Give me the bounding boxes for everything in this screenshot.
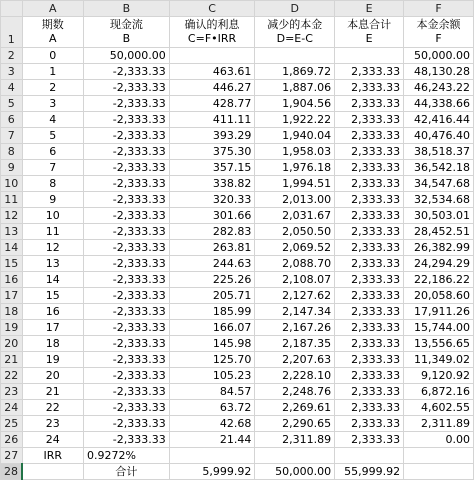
total-payment-cell[interactable]: 2,333.33 (335, 128, 404, 144)
cashflow-cell[interactable]: 合计 (84, 464, 170, 480)
total-payment-cell[interactable]: 2,333.33 (335, 144, 404, 160)
period-cell[interactable]: 17 (22, 320, 84, 336)
table-row (1, 272, 474, 288)
select-all-corner[interactable] (1, 1, 23, 17)
period-cell[interactable] (22, 464, 84, 480)
period-cell[interactable]: 4 (22, 112, 84, 128)
principal-reduction-cell[interactable]: 1,994.51 (255, 176, 335, 192)
principal-balance-cell[interactable]: 15,744.00 (404, 320, 474, 336)
cashflow-cell[interactable]: -2,333.33 (84, 352, 170, 368)
period-cell[interactable]: 24 (22, 432, 84, 448)
period-cell[interactable]: 0 (22, 48, 84, 64)
row-header[interactable]: 6 (1, 112, 23, 128)
column-header-row (1, 1, 474, 17)
column-header-d[interactable]: D (255, 1, 335, 17)
principal-reduction-cell[interactable]: 2,031.67 (255, 208, 335, 224)
cashflow-cell[interactable]: -2,333.33 (84, 176, 170, 192)
principal-balance-cell[interactable]: 13,556.65 (404, 336, 474, 352)
total-payment-cell[interactable]: 2,333.33 (335, 288, 404, 304)
total-payment-cell[interactable]: 2,333.33 (335, 320, 404, 336)
cashflow-cell[interactable]: -2,333.33 (84, 368, 170, 384)
total-payment-cell[interactable]: 2,333.33 (335, 368, 404, 384)
row-header[interactable]: 8 (1, 144, 23, 160)
period-cell[interactable]: 8 (22, 176, 84, 192)
total-payment-cell[interactable]: 2,333.33 (335, 416, 404, 432)
interest-cell[interactable]: 244.63 (169, 256, 255, 272)
cashflow-cell[interactable]: -2,333.33 (84, 432, 170, 448)
interest-cell[interactable]: 428.77 (169, 96, 255, 112)
total-payment-cell[interactable]: 2,333.33 (335, 192, 404, 208)
total-payment-cell[interactable]: 2,333.33 (335, 208, 404, 224)
table-row (1, 256, 474, 272)
header-label: 确认的利息 (184, 18, 240, 31)
principal-reduction-cell[interactable]: 1,976.18 (255, 160, 335, 176)
cashflow-cell[interactable]: -2,333.33 (84, 384, 170, 400)
principal-balance-cell[interactable]: 17,911.26 (404, 304, 474, 320)
header-formula: C=F•IRR (187, 32, 237, 45)
principal-balance-cell[interactable]: 9,120.92 (404, 368, 474, 384)
cashflow-cell[interactable]: -2,333.33 (84, 128, 170, 144)
interest-cell[interactable]: 185.99 (169, 304, 255, 320)
principal-reduction-cell[interactable]: 2,147.34 (255, 304, 335, 320)
row-header[interactable]: 7 (1, 128, 23, 144)
table-row (1, 176, 474, 192)
row-header[interactable]: 4 (1, 80, 23, 96)
interest-cell[interactable]: 84.57 (169, 384, 255, 400)
total-payment-cell[interactable]: 2,333.33 (335, 384, 404, 400)
table-header-row (1, 17, 474, 48)
interest-cell[interactable] (169, 448, 255, 464)
cashflow-cell[interactable]: -2,333.33 (84, 320, 170, 336)
total-payment-cell[interactable]: 2,333.33 (335, 240, 404, 256)
interest-cell[interactable]: 463.61 (169, 64, 255, 80)
table-row (1, 320, 474, 336)
header-label: 本金余额 (416, 18, 461, 31)
table-row (1, 144, 474, 160)
row-header[interactable]: 23 (1, 384, 23, 400)
row-header[interactable]: 22 (1, 368, 23, 384)
principal-reduction-cell[interactable]: 1,922.22 (255, 112, 335, 128)
principal-reduction-cell[interactable]: 1,869.72 (255, 64, 335, 80)
interest-cell[interactable]: 21.44 (169, 432, 255, 448)
principal-balance-cell[interactable]: 6,872.16 (404, 384, 474, 400)
period-cell[interactable]: 20 (22, 368, 84, 384)
table-row (1, 400, 474, 416)
cashflow-cell[interactable]: -2,333.33 (84, 160, 170, 176)
principal-reduction-cell[interactable]: 2,050.50 (255, 224, 335, 240)
principal-reduction-cell[interactable]: 2,108.07 (255, 272, 335, 288)
row-header[interactable]: 3 (1, 64, 23, 80)
total-payment-cell[interactable]: 2,333.33 (335, 96, 404, 112)
interest-cell[interactable]: 166.07 (169, 320, 255, 336)
principal-balance-cell[interactable]: 24,294.29 (404, 256, 474, 272)
period-cell[interactable]: 12 (22, 240, 84, 256)
principal-balance-cell[interactable]: 2,311.89 (404, 416, 474, 432)
cashflow-cell[interactable]: -2,333.33 (84, 192, 170, 208)
row-header[interactable]: 11 (1, 192, 23, 208)
total-payment-cell[interactable]: 2,333.33 (335, 304, 404, 320)
principal-balance-cell[interactable]: 11,349.02 (404, 352, 474, 368)
period-cell[interactable]: 22 (22, 400, 84, 416)
row-header[interactable]: 2 (1, 48, 23, 64)
cashflow-cell[interactable]: -2,333.33 (84, 240, 170, 256)
interest-cell[interactable]: 446.27 (169, 80, 255, 96)
header-formula: B (122, 32, 131, 45)
column-header-e[interactable]: E (335, 1, 404, 17)
principal-reduction-cell[interactable]: 2,187.35 (255, 336, 335, 352)
interest-cell[interactable]: 145.98 (169, 336, 255, 352)
interest-cell[interactable]: 411.11 (169, 112, 255, 128)
total-payment-cell[interactable]: 2,333.33 (335, 256, 404, 272)
table-row (1, 112, 474, 128)
principal-reduction-cell[interactable]: 2,311.89 (255, 432, 335, 448)
period-cell[interactable]: 1 (22, 64, 84, 80)
table-row (1, 464, 474, 480)
interest-cell[interactable]: 5,999.92 (169, 464, 255, 480)
principal-balance-cell[interactable]: 34,547.68 (404, 176, 474, 192)
row-header[interactable]: 18 (1, 304, 23, 320)
principal-balance-cell[interactable]: 30,503.01 (404, 208, 474, 224)
principal-reduction-cell[interactable]: 2,013.00 (255, 192, 335, 208)
cashflow-cell[interactable]: -2,333.33 (84, 256, 170, 272)
table-row (1, 192, 474, 208)
header-label: 现金流 (109, 18, 143, 31)
interest-cell[interactable]: 225.26 (169, 272, 255, 288)
period-cell[interactable]: 16 (22, 304, 84, 320)
row-header[interactable]: 1 (1, 17, 23, 48)
row-header[interactable]: 19 (1, 320, 23, 336)
table-row (1, 224, 474, 240)
principal-reduction-cell[interactable]: 2,088.70 (255, 256, 335, 272)
principal-reduction-cell[interactable]: 1,904.56 (255, 96, 335, 112)
table-row (1, 240, 474, 256)
period-cell[interactable]: 18 (22, 336, 84, 352)
principal-reduction-cell[interactable] (255, 48, 335, 64)
principal-reduction-cell[interactable]: 2,069.52 (255, 240, 335, 256)
interest-cell[interactable]: 205.71 (169, 288, 255, 304)
period-cell[interactable]: 5 (22, 128, 84, 144)
column-header-f[interactable]: F (404, 1, 474, 17)
principal-reduction-cell[interactable]: 2,269.61 (255, 400, 335, 416)
principal-balance-cell[interactable]: 46,243.22 (404, 80, 474, 96)
principal-balance-cell[interactable]: 38,518.37 (404, 144, 474, 160)
principal-reduction-cell[interactable]: 50,000.00 (255, 464, 335, 480)
cashflow-cell[interactable]: -2,333.33 (84, 80, 170, 96)
table-row (1, 432, 474, 448)
period-cell[interactable]: 7 (22, 160, 84, 176)
total-payment-cell[interactable]: 2,333.33 (335, 80, 404, 96)
row-header[interactable]: 21 (1, 352, 23, 368)
total-payment-cell[interactable]: 2,333.33 (335, 112, 404, 128)
interest-cell[interactable]: 301.66 (169, 208, 255, 224)
principal-reduction-cell[interactable]: 2,248.76 (255, 384, 335, 400)
period-cell[interactable]: 2 (22, 80, 84, 96)
header-cell-interest[interactable] (169, 17, 255, 48)
interest-cell[interactable]: 282.83 (169, 224, 255, 240)
row-header[interactable]: 26 (1, 432, 23, 448)
interest-cell[interactable]: 63.72 (169, 400, 255, 416)
total-payment-cell[interactable]: 2,333.33 (335, 336, 404, 352)
principal-reduction-cell[interactable] (255, 448, 335, 464)
table-row (1, 352, 474, 368)
principal-balance-cell[interactable]: 22,186.22 (404, 272, 474, 288)
principal-balance-cell[interactable]: 4,602.55 (404, 400, 474, 416)
cashflow-cell[interactable]: -2,333.33 (84, 224, 170, 240)
total-payment-cell[interactable]: 2,333.33 (335, 352, 404, 368)
table-row (1, 160, 474, 176)
header-formula: F (435, 32, 442, 45)
principal-reduction-cell[interactable]: 2,127.62 (255, 288, 335, 304)
row-header[interactable]: 17 (1, 288, 23, 304)
cashflow-cell[interactable]: -2,333.33 (84, 112, 170, 128)
interest-cell[interactable]: 375.30 (169, 144, 255, 160)
row-header[interactable]: 9 (1, 160, 23, 176)
period-cell[interactable]: 3 (22, 96, 84, 112)
period-cell[interactable]: IRR (22, 448, 84, 464)
principal-balance-cell[interactable]: 40,476.40 (404, 128, 474, 144)
row-header[interactable]: 24 (1, 400, 23, 416)
total-payment-cell[interactable] (335, 448, 404, 464)
table-row (1, 48, 474, 64)
interest-cell[interactable]: 105.23 (169, 368, 255, 384)
header-label: 期数 (41, 18, 64, 31)
principal-balance-cell[interactable]: 26,382.99 (404, 240, 474, 256)
principal-reduction-cell[interactable]: 2,228.10 (255, 368, 335, 384)
principal-reduction-cell[interactable]: 2,167.26 (255, 320, 335, 336)
header-cell-cashflow[interactable] (84, 17, 170, 48)
table-row (1, 368, 474, 384)
cashflow-cell[interactable]: -2,333.33 (84, 96, 170, 112)
table-row (1, 384, 474, 400)
principal-reduction-cell[interactable]: 1,887.06 (255, 80, 335, 96)
principal-balance-cell[interactable]: 50,000.00 (404, 48, 474, 64)
cashflow-cell[interactable]: -2,333.33 (84, 288, 170, 304)
interest-cell[interactable]: 263.81 (169, 240, 255, 256)
principal-reduction-cell[interactable]: 2,207.63 (255, 352, 335, 368)
principal-balance-cell[interactable]: 48,130.28 (404, 64, 474, 80)
table-row (1, 64, 474, 80)
cashflow-cell[interactable]: -2,333.33 (84, 64, 170, 80)
row-header[interactable]: 14 (1, 240, 23, 256)
interest-cell[interactable]: 125.70 (169, 352, 255, 368)
principal-reduction-cell[interactable]: 2,290.65 (255, 416, 335, 432)
principal-balance-cell[interactable] (404, 464, 474, 480)
period-cell[interactable]: 21 (22, 384, 84, 400)
cashflow-cell[interactable]: -2,333.33 (84, 336, 170, 352)
period-cell[interactable]: 19 (22, 352, 84, 368)
principal-balance-cell[interactable]: 28,452.51 (404, 224, 474, 240)
table-row (1, 80, 474, 96)
period-cell[interactable]: 15 (22, 288, 84, 304)
row-header[interactable]: 16 (1, 272, 23, 288)
interest-cell[interactable]: 393.29 (169, 128, 255, 144)
cashflow-cell[interactable]: -2,333.33 (84, 208, 170, 224)
total-payment-cell[interactable]: 2,333.33 (335, 400, 404, 416)
principal-balance-cell[interactable]: 42,416.44 (404, 112, 474, 128)
header-formula: D=E-C (276, 32, 313, 45)
header-label: 减少的本金 (267, 18, 323, 31)
interest-cell[interactable]: 357.15 (169, 160, 255, 176)
total-payment-cell[interactable]: 2,333.33 (335, 432, 404, 448)
principal-balance-cell[interactable]: 44,338.66 (404, 96, 474, 112)
cashflow-cell[interactable]: -2,333.33 (84, 400, 170, 416)
column-header-c[interactable]: C (169, 1, 255, 17)
header-cell-principal-balance[interactable] (404, 17, 474, 48)
row-header[interactable]: 10 (1, 176, 23, 192)
row-header[interactable]: 13 (1, 224, 23, 240)
cashflow-cell[interactable]: -2,333.33 (84, 304, 170, 320)
interest-cell[interactable] (169, 48, 255, 64)
period-cell[interactable]: 11 (22, 224, 84, 240)
row-header[interactable]: 5 (1, 96, 23, 112)
row-header[interactable]: 12 (1, 208, 23, 224)
table-row (1, 448, 474, 464)
row-header[interactable]: 20 (1, 336, 23, 352)
interest-cell[interactable]: 320.33 (169, 192, 255, 208)
table-row (1, 208, 474, 224)
table-row (1, 128, 474, 144)
period-cell[interactable]: 6 (22, 144, 84, 160)
table-row (1, 96, 474, 112)
row-header[interactable]: 27 (1, 448, 23, 464)
total-payment-cell[interactable]: 2,333.33 (335, 176, 404, 192)
header-label: 本息合计 (347, 18, 392, 31)
header-cell-total-payment[interactable] (335, 17, 404, 48)
cashflow-cell[interactable]: -2,333.33 (84, 144, 170, 160)
period-cell[interactable]: 9 (22, 192, 84, 208)
cashflow-cell[interactable]: -2,333.33 (84, 272, 170, 288)
cashflow-cell[interactable]: -2,333.33 (84, 416, 170, 432)
table-row (1, 416, 474, 432)
column-header-b[interactable]: B (84, 1, 170, 17)
principal-reduction-cell[interactable]: 1,940.04 (255, 128, 335, 144)
column-header-a[interactable]: A (22, 1, 84, 17)
cashflow-cell[interactable]: 50,000.00 (84, 48, 170, 64)
table-row (1, 304, 474, 320)
period-cell[interactable]: 10 (22, 208, 84, 224)
table-row (1, 288, 474, 304)
period-cell[interactable]: 14 (22, 272, 84, 288)
principal-balance-cell[interactable]: 20,058.60 (404, 288, 474, 304)
principal-balance-cell[interactable] (404, 448, 474, 464)
principal-reduction-cell[interactable]: 1,958.03 (255, 144, 335, 160)
principal-balance-cell[interactable]: 32,534.68 (404, 192, 474, 208)
total-payment-cell[interactable]: 2,333.33 (335, 64, 404, 80)
total-payment-cell[interactable]: 2,333.33 (335, 224, 404, 240)
total-payment-cell[interactable]: 55,999.92 (335, 464, 404, 480)
header-formula: E (365, 32, 373, 45)
total-payment-cell[interactable]: 2,333.33 (335, 272, 404, 288)
row-header[interactable]: 15 (1, 256, 23, 272)
total-payment-cell[interactable]: 2,333.33 (335, 160, 404, 176)
table-row (1, 336, 474, 352)
total-payment-cell[interactable] (335, 48, 404, 64)
row-header[interactable]: 28 (1, 464, 23, 480)
interest-cell[interactable]: 338.82 (169, 176, 255, 192)
header-cell-period[interactable] (22, 17, 84, 48)
header-cell-principal-reduction[interactable] (255, 17, 335, 48)
cashflow-cell[interactable]: 0.9272% (84, 448, 170, 464)
principal-balance-cell[interactable]: 0.00 (404, 432, 474, 448)
period-cell[interactable]: 23 (22, 416, 84, 432)
period-cell[interactable]: 13 (22, 256, 84, 272)
interest-cell[interactable]: 42.68 (169, 416, 255, 432)
row-header[interactable]: 25 (1, 416, 23, 432)
header-formula: A (49, 32, 57, 45)
principal-balance-cell[interactable]: 36,542.18 (404, 160, 474, 176)
